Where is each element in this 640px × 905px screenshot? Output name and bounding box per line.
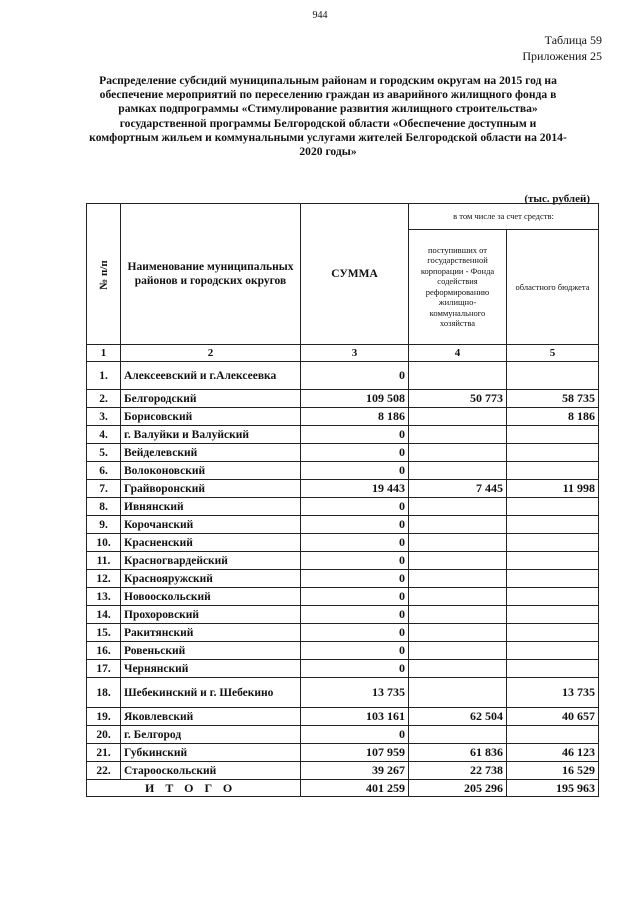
- fund-cell: [409, 678, 507, 708]
- row-number: 18.: [87, 678, 121, 708]
- row-number: 5.: [87, 444, 121, 462]
- sum-cell: 0: [301, 570, 409, 588]
- table-row: [87, 552, 599, 570]
- district-name: Прохоровский: [121, 606, 301, 624]
- district-name: Чернянский: [121, 660, 301, 678]
- page-number: 944: [312, 10, 328, 21]
- table-row: [87, 408, 599, 426]
- regional-cell: [507, 516, 599, 534]
- fund-cell: [409, 606, 507, 624]
- total-row: [87, 780, 599, 797]
- col-number: 5: [507, 345, 599, 362]
- fund-cell: 50 773: [409, 390, 507, 408]
- regional-cell: [507, 444, 599, 462]
- row-number: 3.: [87, 408, 121, 426]
- regional-cell: [507, 660, 599, 678]
- regional-cell: 58 735: [507, 390, 599, 408]
- fund-cell: [409, 588, 507, 606]
- row-number: 13.: [87, 588, 121, 606]
- sum-cell: 0: [301, 588, 409, 606]
- fund-cell: [409, 498, 507, 516]
- fund-cell: [409, 726, 507, 744]
- table-row: [87, 516, 599, 534]
- district-name: Ровеньский: [121, 642, 301, 660]
- fund-cell: [409, 552, 507, 570]
- district-name: г. Валуйки и Валуйский: [121, 426, 301, 444]
- regional-cell: [507, 426, 599, 444]
- district-name: Вейделевский: [121, 444, 301, 462]
- sum-cell: 0: [301, 660, 409, 678]
- sum-cell: 109 508: [301, 390, 409, 408]
- fund-cell: [409, 362, 507, 390]
- appendix-reference: Приложения 25: [522, 49, 602, 63]
- sum-cell: 39 267: [301, 762, 409, 780]
- table-row: [87, 642, 599, 660]
- row-number: 6.: [87, 462, 121, 480]
- district-name: Волоконовский: [121, 462, 301, 480]
- row-number: 7.: [87, 480, 121, 498]
- fund-cell: [409, 426, 507, 444]
- regional-cell: 46 123: [507, 744, 599, 762]
- sum-cell: 0: [301, 642, 409, 660]
- table-row: [87, 362, 599, 390]
- row-number: 10.: [87, 534, 121, 552]
- sum-cell: 13 735: [301, 678, 409, 708]
- district-name: Корочанский: [121, 516, 301, 534]
- row-number: 12.: [87, 570, 121, 588]
- table-row: [87, 606, 599, 624]
- regional-cell: 16 529: [507, 762, 599, 780]
- sum-cell: 103 161: [301, 708, 409, 726]
- table-row: [87, 708, 599, 726]
- fund-cell: 7 445: [409, 480, 507, 498]
- table-row: [87, 390, 599, 408]
- row-number: 20.: [87, 726, 121, 744]
- regional-cell: [507, 642, 599, 660]
- regional-cell: [507, 624, 599, 642]
- table-row: [87, 678, 599, 708]
- district-name: Красногвардейский: [121, 552, 301, 570]
- row-number: 1.: [87, 362, 121, 390]
- total-sum: 401 259: [301, 780, 409, 797]
- row-number: 19.: [87, 708, 121, 726]
- district-name: Старооскольский: [121, 762, 301, 780]
- regional-cell: [507, 552, 599, 570]
- fund-cell: [409, 444, 507, 462]
- row-number: 21.: [87, 744, 121, 762]
- fund-cell: [409, 660, 507, 678]
- table-row: [87, 426, 599, 444]
- district-name: Грайворонский: [121, 480, 301, 498]
- district-name: Алексеевский и г.Алексеевка: [121, 362, 301, 390]
- district-name: г. Белгород: [121, 726, 301, 744]
- row-number: 15.: [87, 624, 121, 642]
- table-reference: Таблица 59: [544, 33, 602, 47]
- sum-cell: 0: [301, 426, 409, 444]
- district-name: Краснояружский: [121, 570, 301, 588]
- sum-cell: 0: [301, 516, 409, 534]
- table-row: [87, 744, 599, 762]
- subsidy-table: [86, 203, 599, 797]
- regional-cell: 40 657: [507, 708, 599, 726]
- col-number: 1: [87, 345, 121, 362]
- regional-cell: 8 186: [507, 408, 599, 426]
- sum-cell: 107 959: [301, 744, 409, 762]
- sum-cell: 0: [301, 462, 409, 480]
- district-name: Борисовский: [121, 408, 301, 426]
- fund-cell: 62 504: [409, 708, 507, 726]
- units-label: (тыс. рублей): [524, 193, 590, 205]
- regional-cell: [507, 606, 599, 624]
- regional-cell: [507, 726, 599, 744]
- fund-cell: [409, 462, 507, 480]
- table-row: [87, 480, 599, 498]
- table-row: [87, 498, 599, 516]
- row-number: 9.: [87, 516, 121, 534]
- regional-cell: 11 998: [507, 480, 599, 498]
- fund-cell: [409, 516, 507, 534]
- regional-cell: [507, 534, 599, 552]
- regional-cell: [507, 362, 599, 390]
- sum-cell: 0: [301, 534, 409, 552]
- district-name: Яковлевский: [121, 708, 301, 726]
- row-number: 4.: [87, 426, 121, 444]
- table-row: [87, 726, 599, 744]
- regional-cell: [507, 588, 599, 606]
- sum-cell: 19 443: [301, 480, 409, 498]
- column-numbers-row: [87, 345, 599, 362]
- header-num: № п/п: [87, 204, 121, 345]
- table-row: [87, 570, 599, 588]
- sum-cell: 8 186: [301, 408, 409, 426]
- sum-cell: 0: [301, 606, 409, 624]
- row-number: 22.: [87, 762, 121, 780]
- district-name: Красненский: [121, 534, 301, 552]
- header-group: в том числе за счет средств:: [409, 204, 599, 230]
- col-number: 2: [121, 345, 301, 362]
- fund-cell: [409, 624, 507, 642]
- table-row: [87, 534, 599, 552]
- row-number: 14.: [87, 606, 121, 624]
- row-number: 11.: [87, 552, 121, 570]
- table-row: [87, 660, 599, 678]
- district-name: Ивнянский: [121, 498, 301, 516]
- table-row: [87, 762, 599, 780]
- district-name: Шебекинский и г. Шебекино: [121, 678, 301, 708]
- header-name: Наименование муниципальных районов и городских округов: [121, 204, 301, 345]
- row-number: 16.: [87, 642, 121, 660]
- regional-cell: [507, 498, 599, 516]
- table-row: [87, 624, 599, 642]
- sum-cell: 0: [301, 498, 409, 516]
- row-number: 2.: [87, 390, 121, 408]
- col-number: 4: [409, 345, 507, 362]
- col-number: 3: [301, 345, 409, 362]
- table-row: [87, 444, 599, 462]
- total-fund: 205 296: [409, 780, 507, 797]
- regional-cell: [507, 462, 599, 480]
- header-sum: СУММА: [301, 204, 409, 345]
- sum-cell: 0: [301, 552, 409, 570]
- fund-cell: [409, 408, 507, 426]
- fund-cell: [409, 534, 507, 552]
- fund-cell: [409, 570, 507, 588]
- sum-cell: 0: [301, 444, 409, 462]
- table-row: [87, 588, 599, 606]
- total-label: ИТОГО: [87, 780, 301, 797]
- district-name: Новооскольский: [121, 588, 301, 606]
- fund-cell: [409, 642, 507, 660]
- document-title: Распределение субсидий муниципальным районам и городским округам на 2015 год на обеспечение мероприятий по переселению граждан из аварийного жилищного фонда в рамках подпрограммы «Стимулирование развития жилищного строительства» государственной программы Белгородской области «Обеспечение доступным и комфортным жильем и коммунальными услугами жителей Белгородской области на 2014-2020 годы»: [89, 74, 567, 159]
- district-name: Губкинский: [121, 744, 301, 762]
- header-fund: поступивших от государственной корпорации - Фонда содействия реформированию жилищно-коммунального хозяйства: [409, 229, 507, 344]
- regional-cell: 13 735: [507, 678, 599, 708]
- district-name: Ракитянский: [121, 624, 301, 642]
- sum-cell: 0: [301, 624, 409, 642]
- district-name: Белгородский: [121, 390, 301, 408]
- table-row: [87, 462, 599, 480]
- regional-cell: [507, 570, 599, 588]
- sum-cell: 0: [301, 726, 409, 744]
- fund-cell: 22 738: [409, 762, 507, 780]
- row-number: 17.: [87, 660, 121, 678]
- header-regional: областного бюджета: [507, 229, 599, 344]
- row-number: 8.: [87, 498, 121, 516]
- total-regional: 195 963: [507, 780, 599, 797]
- sum-cell: 0: [301, 362, 409, 390]
- fund-cell: 61 836: [409, 744, 507, 762]
